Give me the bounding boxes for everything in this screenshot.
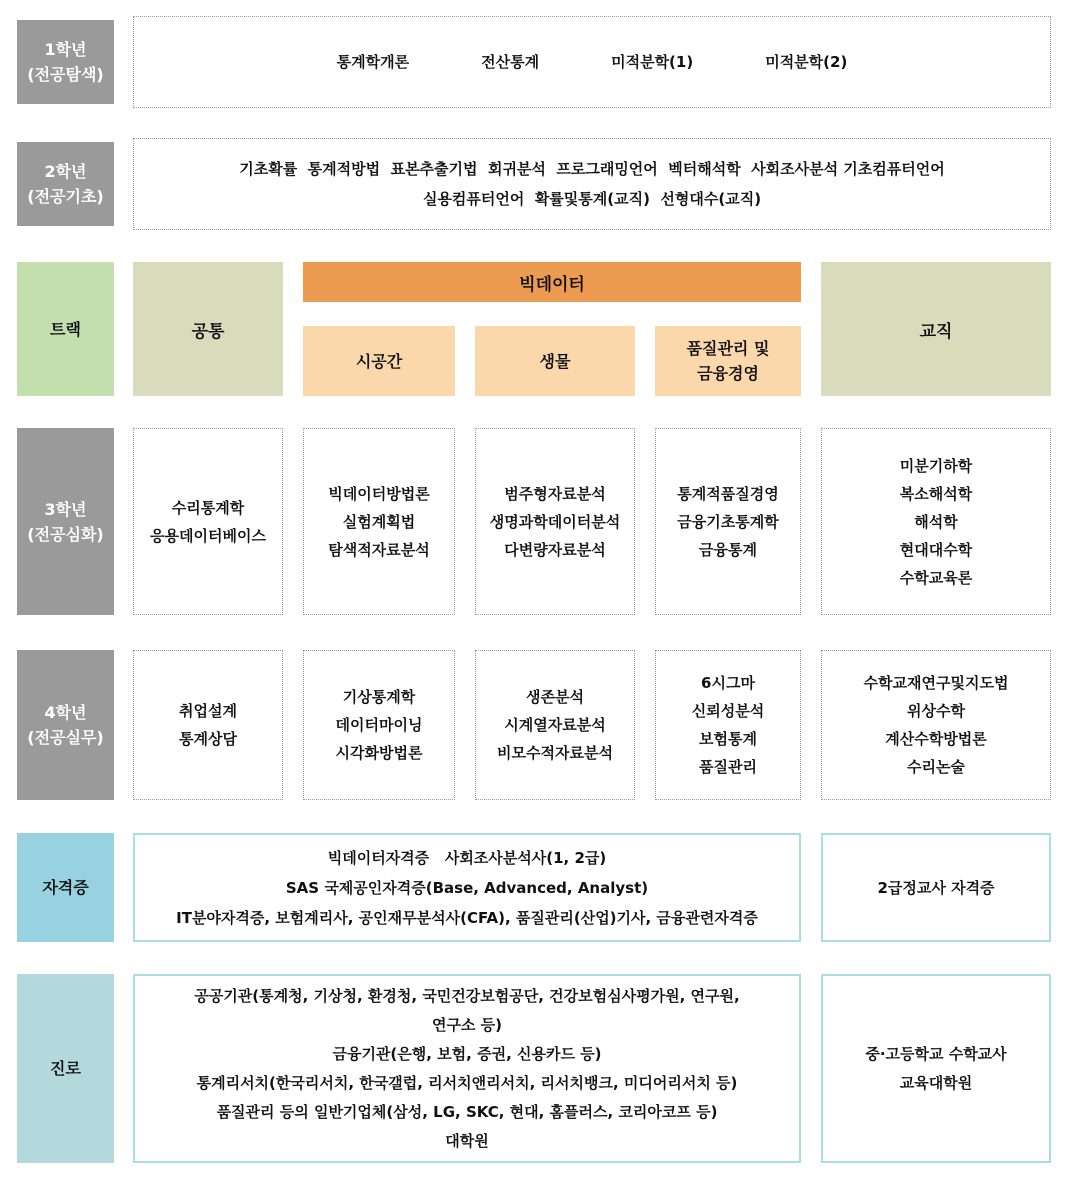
cert-main-box xyxy=(133,833,801,942)
subtrack-text-line2: 금융경영 xyxy=(697,364,759,383)
course-item: 수학교육론 xyxy=(899,568,973,587)
year3-common-box xyxy=(133,428,283,615)
course-item: 위상수학 xyxy=(907,702,965,720)
course-item: 데이터마이닝 xyxy=(335,716,423,734)
career-teaching-box xyxy=(821,974,1051,1163)
cert-line: SAS 국제공인자격증(Base, Advanced, Analyst) xyxy=(285,878,649,897)
course-item: 미적분학(1) xyxy=(611,53,694,71)
subtrack-text: 생물 xyxy=(539,351,571,371)
course-item: 생명과학데이터분석 xyxy=(489,512,621,531)
career-line: 품질관리 등의 일반기업체(삼성, LG, SKC, 현대, 홈플러스, 코리아코프 등) xyxy=(216,1102,718,1121)
course-item: 다변량자료분석 xyxy=(504,540,606,559)
year3-teaching-box xyxy=(821,428,1051,615)
year2-label-line1: 2학년 xyxy=(44,162,87,181)
course-item: 보험통계 xyxy=(699,730,757,748)
track-label xyxy=(17,262,114,396)
course-item: 복소해석학 xyxy=(899,484,973,503)
career-main-box xyxy=(133,974,801,1163)
subtrack-text-line1: 품질관리 및 xyxy=(686,339,770,358)
course-item: 비모수적자료분석 xyxy=(497,744,613,762)
year3-label xyxy=(17,428,114,615)
year1-row xyxy=(17,16,1081,108)
career-label-text: 진로 xyxy=(50,1059,81,1078)
course-line: 기초확률 통계적방법 표본추출기법 회귀분석 프로그래밍언어 벡터해석학 사회조사분석 기초컴퓨터언어 xyxy=(239,160,945,178)
year4-teaching-box xyxy=(821,650,1051,800)
track-bigdata-header xyxy=(303,262,801,302)
course-item: 통계상담 xyxy=(179,730,237,748)
track-bigdata-text: 빅데이터 xyxy=(519,274,585,295)
course-item: 미분기하학 xyxy=(899,456,973,475)
track-bigdata-group xyxy=(303,262,801,396)
course-item: 취업설계 xyxy=(179,702,237,720)
course-item: 금융통계 xyxy=(699,540,757,559)
subtrack-text: 시공간 xyxy=(355,351,403,371)
year2-label-line2: (전공기초) xyxy=(27,187,104,206)
year4-label-line2: (전공실무) xyxy=(27,728,104,747)
year4-label xyxy=(17,650,114,800)
career-line: 통계리서치(한국리서치, 한국갤럽, 리서치앤리서치, 리서치뱅크, 미디어리서치 등) xyxy=(196,1073,738,1092)
year1-label xyxy=(17,20,114,104)
year3-label-line1: 3학년 xyxy=(44,499,87,519)
course-item: 현대대수학 xyxy=(899,540,973,559)
cert-row xyxy=(17,833,1081,942)
track-label-text: 트랙 xyxy=(50,319,81,339)
course-item: 신뢰성분석 xyxy=(691,702,765,720)
course-item: 통계적품질경영 xyxy=(677,484,779,503)
track-teaching-text: 교직 xyxy=(919,321,953,342)
track-row xyxy=(17,262,1081,396)
course-item: 빅데이터방법론 xyxy=(328,484,430,503)
career-line: 대학원 xyxy=(445,1131,489,1150)
year3-label-line2: (전공심화) xyxy=(27,524,104,544)
year4-spatiotemporal-box xyxy=(303,650,455,800)
track-subtracks xyxy=(303,326,801,396)
cert-line: 빅데이터자격증 사회조사분석사(1, 2급) xyxy=(327,848,607,867)
year2-label xyxy=(17,142,114,226)
year1-label-line1: 1학년 xyxy=(44,40,87,59)
course-item: 수리논술 xyxy=(907,758,965,776)
career-row xyxy=(17,974,1081,1163)
course-item: 응용데이터베이스 xyxy=(150,526,266,545)
course-item: 시계열자료분석 xyxy=(504,716,606,734)
track-common-text: 공통 xyxy=(191,321,225,342)
career-line: 교육대학원 xyxy=(899,1073,973,1092)
year1-label-line2: (전공탐색) xyxy=(27,65,104,84)
course-item: 기상통계학 xyxy=(342,688,416,706)
year3-biology-box xyxy=(475,428,635,615)
year3-spatiotemporal-box xyxy=(303,428,455,615)
course-item: 해석학 xyxy=(914,512,958,531)
year4-row xyxy=(17,650,1081,800)
course-item: 범주형자료분석 xyxy=(504,484,606,503)
year4-common-box xyxy=(133,650,283,800)
year2-courses-box xyxy=(133,138,1051,230)
year4-biology-box xyxy=(475,650,635,800)
course-item: 통계학개론 xyxy=(336,53,410,71)
course-item: 실험계획법 xyxy=(342,512,416,531)
course-item: 금융기초통계학 xyxy=(677,512,779,531)
cert-teaching-box xyxy=(821,833,1051,942)
year3-row xyxy=(17,428,1081,615)
course-item: 수리통계학 xyxy=(171,498,245,517)
year3-quality-finance-box xyxy=(655,428,801,615)
course-item: 수학교재연구및지도법 xyxy=(863,674,1009,692)
year1-courses-box xyxy=(133,16,1051,108)
course-item: 전산통계 xyxy=(481,53,540,71)
career-line: 연구소 등) xyxy=(431,1015,503,1034)
course-item: 생존분석 xyxy=(526,688,584,706)
year2-row xyxy=(17,138,1081,230)
career-line: 금융기관(은행, 보험, 증권, 신용카드 등) xyxy=(332,1044,602,1063)
course-item: 6시그마 xyxy=(701,674,755,692)
cert-line: 2급정교사 자격증 xyxy=(877,878,995,897)
course-item: 탐색적자료분석 xyxy=(328,540,430,559)
year4-quality-finance-box xyxy=(655,650,801,800)
cert-label-text: 자격증 xyxy=(42,878,89,897)
cert-line: IT분야자격증, 보험계리사, 공인재무분석사(CFA), 품질관리(산업)기사, 금융관련자격증 xyxy=(176,908,758,927)
track-teaching-box xyxy=(821,262,1051,396)
course-item: 시각화방법론 xyxy=(335,744,423,762)
subtrack-quality-finance xyxy=(655,326,801,396)
subtrack-biology xyxy=(475,326,635,396)
course-line: 실용컴퓨터언어 확률및통계(교직) 선형대수(교직) xyxy=(422,190,762,208)
track-common-box xyxy=(133,262,283,396)
career-line: 공공기관(통계청, 기상청, 환경청, 국민건강보험공단, 건강보험심사평가원, 연구원, xyxy=(194,986,740,1005)
course-item: 품질관리 xyxy=(699,758,757,776)
course-item: 계산수학방법론 xyxy=(885,730,987,748)
career-label xyxy=(17,974,114,1163)
course-item: 미적분학(2) xyxy=(765,53,848,71)
subtrack-spatiotemporal xyxy=(303,326,455,396)
cert-label xyxy=(17,833,114,942)
year4-label-line1: 4학년 xyxy=(44,703,87,722)
career-line: 중·고등학교 수학교사 xyxy=(865,1044,1007,1063)
